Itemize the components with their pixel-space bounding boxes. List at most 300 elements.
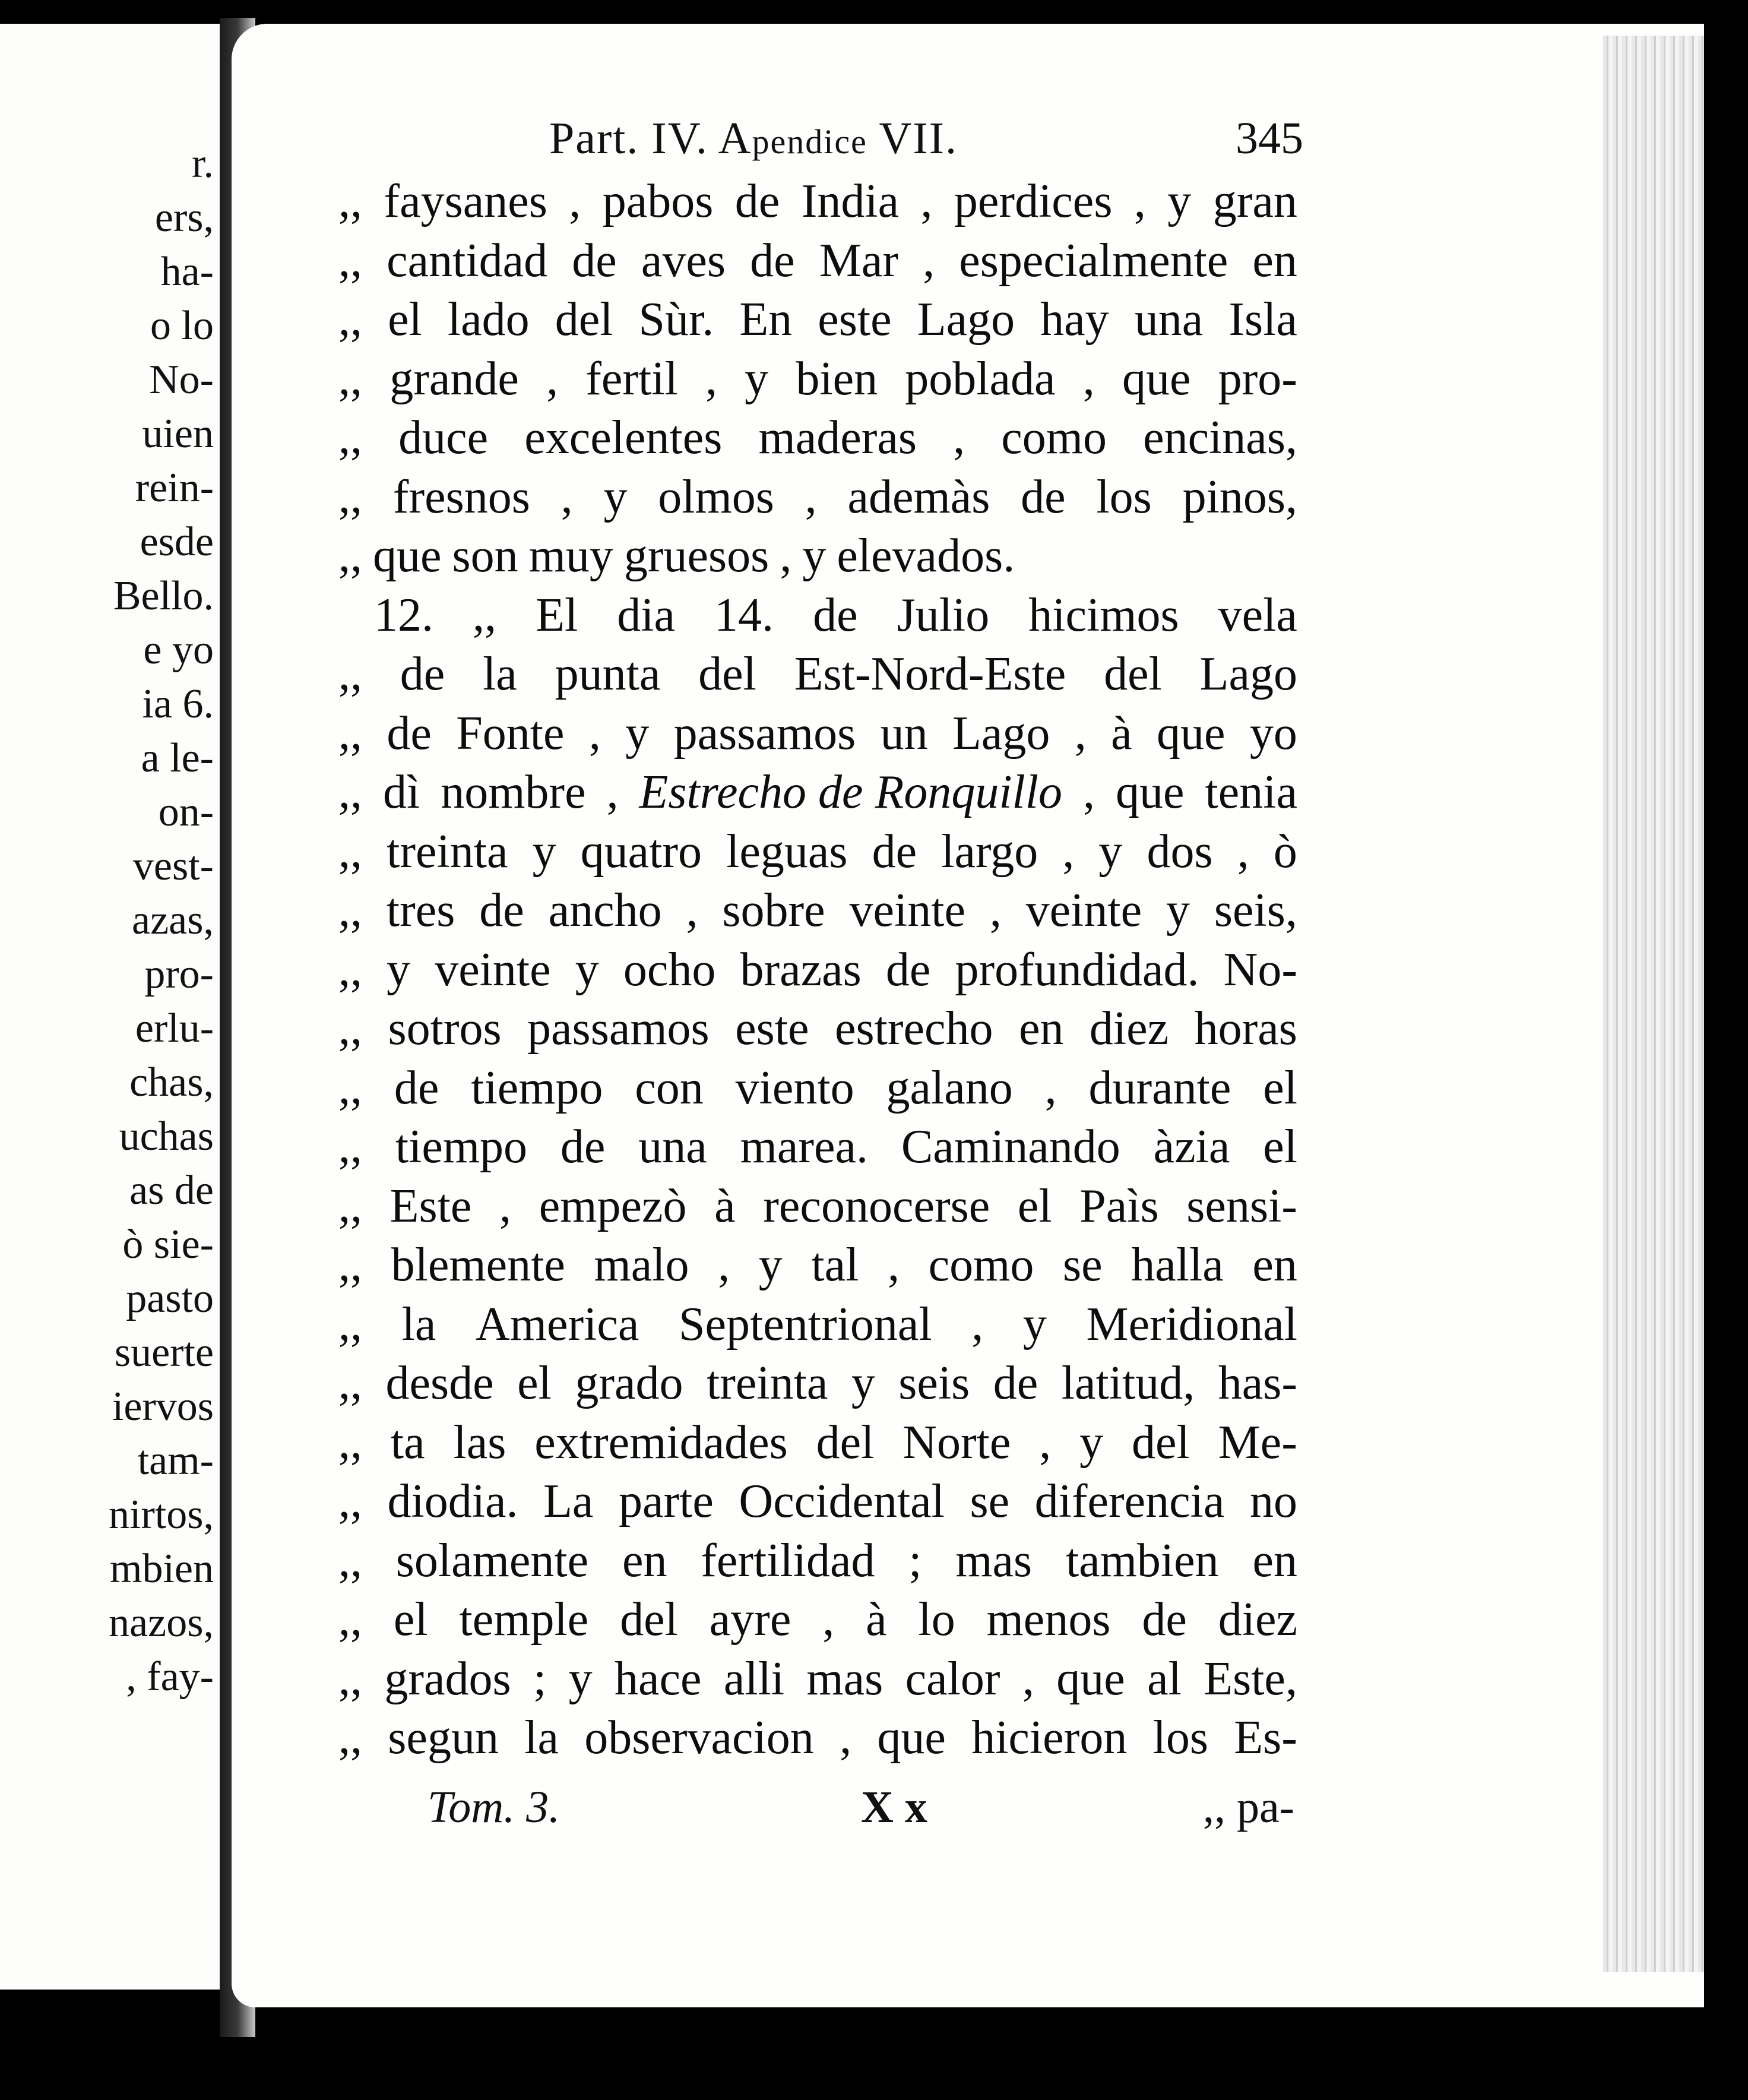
word: veinte [1025, 884, 1142, 937]
running-head-part: Part. IV. A [549, 113, 752, 163]
word: grados [384, 1652, 511, 1705]
facing-page-line: vest- [132, 843, 214, 889]
word: en [1252, 1239, 1297, 1291]
word: tal [811, 1239, 859, 1291]
word: fertil [585, 352, 678, 405]
word: gran [1212, 175, 1297, 227]
word: de [1021, 470, 1066, 523]
word: Lago [952, 707, 1050, 760]
word: horas [1194, 1002, 1297, 1055]
word: treinta [706, 1357, 828, 1409]
text-line [338, 645, 1297, 704]
word: de [872, 825, 917, 878]
word: y [1166, 884, 1190, 937]
text-line [338, 1295, 1297, 1355]
word: ò [1273, 825, 1297, 878]
word: punta [555, 648, 661, 700]
word: lo [918, 1593, 955, 1646]
word: no [1249, 1475, 1297, 1527]
facing-page-line: o lo [150, 303, 214, 349]
facing-page-left [0, 24, 223, 1990]
word: que [1115, 766, 1185, 818]
word: Isla [1228, 293, 1297, 346]
word: hace [614, 1652, 702, 1705]
word: , [840, 1712, 852, 1764]
facing-page-line: rein- [135, 465, 214, 511]
word: à [866, 1593, 887, 1646]
text-line [338, 1177, 1297, 1236]
word: , [588, 707, 601, 760]
text-line [338, 1590, 1297, 1650]
word: 12. [374, 589, 433, 641]
word: ; [533, 1652, 547, 1705]
word: En [739, 293, 793, 346]
word: de [387, 707, 432, 760]
word: reconocerse [763, 1179, 990, 1232]
word: 14. [714, 589, 774, 641]
word: ,, [338, 766, 362, 818]
word: ademàs [847, 470, 990, 523]
word: La [543, 1475, 594, 1527]
word: parte [618, 1475, 714, 1527]
word: del [620, 1593, 678, 1646]
facing-page-line: pasto [126, 1276, 214, 1321]
word: diodia. [387, 1475, 518, 1527]
word: este [735, 1002, 809, 1055]
word: mas [806, 1652, 884, 1705]
facing-page-line: suerte [114, 1330, 214, 1375]
word: nombre [441, 766, 586, 818]
word: Occidental [739, 1475, 945, 1527]
word: en [622, 1534, 667, 1587]
word: el [1017, 1179, 1052, 1232]
text-line [338, 1059, 1297, 1118]
word: , [1083, 766, 1095, 818]
word: empezò [539, 1179, 687, 1232]
text-line [338, 409, 1297, 468]
word: ,, [338, 1712, 362, 1764]
text-line [338, 468, 1297, 527]
word: del [555, 293, 613, 346]
word: fertilidad [701, 1534, 875, 1587]
word: como [928, 1239, 1034, 1291]
word: Mar [819, 234, 898, 287]
word: galano [886, 1061, 1013, 1114]
facing-page-line: r. [192, 141, 214, 186]
word: hicieron [971, 1712, 1128, 1764]
word: ,, [338, 884, 362, 937]
word: Sùr. [638, 293, 714, 346]
word: extremidades [534, 1416, 788, 1469]
word: duce [398, 412, 489, 464]
page-header [318, 113, 1303, 172]
word: que [373, 530, 442, 582]
word: de [394, 1061, 439, 1114]
word: diez [1218, 1593, 1297, 1646]
word: ,, [338, 175, 362, 227]
word: ,, [338, 825, 362, 878]
word: y [802, 530, 826, 582]
facing-page-line: a le- [141, 735, 214, 781]
facing-page-line: Bello. [113, 573, 214, 619]
word: la [401, 1298, 436, 1351]
word: lado [447, 293, 530, 346]
text-line [338, 1413, 1297, 1473]
word: pinos, [1182, 470, 1297, 523]
word: como [1001, 412, 1107, 464]
word: del [698, 648, 756, 700]
text-line [338, 1650, 1297, 1709]
word: se [1063, 1239, 1103, 1291]
word: una [638, 1121, 707, 1173]
word: , [971, 1298, 984, 1351]
body-text [338, 172, 1297, 1768]
facing-page-line: ha- [160, 249, 214, 295]
word: dì [382, 766, 420, 818]
word: segun [388, 1712, 499, 1764]
facing-page-line: nirtos, [109, 1492, 214, 1538]
word: ,, [338, 1652, 362, 1705]
word: ,, [338, 412, 362, 464]
word: grande [390, 352, 519, 405]
word: ,, [338, 1593, 362, 1646]
word: , [1039, 1416, 1052, 1469]
page-edges [1603, 36, 1704, 1972]
word: ,, [338, 943, 362, 996]
word: , [805, 470, 817, 523]
word: y [745, 352, 769, 405]
facing-page-line: ers, [154, 195, 214, 241]
facing-page-line: e yo [143, 627, 214, 673]
text-line [338, 350, 1297, 409]
word: de [400, 648, 445, 700]
word: ancho [548, 884, 662, 937]
facing-page-line: pro- [144, 951, 214, 997]
word: de [750, 234, 795, 287]
word: ,, [338, 530, 362, 582]
word: el [517, 1357, 552, 1409]
word: de [479, 884, 524, 937]
facing-page-line: esde [140, 519, 214, 565]
word: Paìs [1079, 1179, 1159, 1232]
text-line [338, 1118, 1297, 1177]
word: , [569, 175, 581, 227]
word: veinte [849, 884, 965, 937]
word: pabos [602, 175, 714, 227]
word: el [1263, 1121, 1297, 1173]
running-head [549, 113, 958, 165]
word: y [1098, 825, 1123, 878]
word: à [1111, 707, 1132, 760]
signature-mark: Tom. 3. [428, 1782, 560, 1832]
word: y [568, 1652, 593, 1705]
word: Fonte [456, 707, 565, 760]
word: mas [955, 1534, 1033, 1587]
word: hay [1040, 293, 1109, 346]
text-line [338, 1236, 1297, 1295]
text-line [338, 290, 1297, 350]
word: seis [898, 1357, 970, 1409]
page-number: 345 [1236, 113, 1303, 163]
text-line [338, 704, 1297, 764]
word: faysanes [384, 175, 547, 227]
word: de [1142, 1593, 1187, 1646]
word: fresnos [392, 470, 530, 523]
word: el [388, 293, 422, 346]
word: Es- [1234, 1712, 1297, 1764]
word: muy [528, 530, 613, 582]
word: los [1096, 470, 1152, 523]
word: , [560, 470, 573, 523]
facing-page-line: chas, [129, 1060, 214, 1105]
word: has- [1218, 1357, 1297, 1409]
word: ,, [338, 1179, 362, 1232]
word: alli [723, 1652, 785, 1705]
word: ,, [338, 1061, 362, 1114]
word: son [452, 530, 518, 582]
word: un [880, 707, 928, 760]
page-footer [428, 1782, 1294, 1841]
word: gruesos [623, 530, 770, 582]
word: el [1263, 1061, 1297, 1114]
facing-page-line-ends [109, 137, 214, 1704]
word: de [993, 1357, 1038, 1409]
word: veinte [435, 943, 551, 996]
word: Caminando [901, 1121, 1120, 1173]
word: ,, [338, 1357, 362, 1409]
word: de [560, 1121, 606, 1173]
word: , [780, 530, 792, 582]
word: tambien [1065, 1534, 1219, 1587]
word: grado [575, 1357, 683, 1409]
word: del [816, 1416, 875, 1469]
word: y [1022, 1298, 1047, 1351]
word: ,, [338, 1475, 362, 1527]
facing-page-line: iervos [112, 1384, 214, 1429]
word: , [1237, 825, 1249, 878]
word: yo [1249, 707, 1297, 760]
word: dia [617, 589, 675, 641]
word: , [989, 884, 1002, 937]
word: ,, [338, 352, 362, 405]
word: tiempo [471, 1061, 603, 1114]
text-line [338, 586, 1297, 646]
text-line [338, 1472, 1297, 1532]
word: y [851, 1357, 875, 1409]
catchword: ,, pa- [1202, 1782, 1294, 1832]
word: malo [594, 1239, 689, 1291]
word: India [801, 175, 900, 227]
facing-page-line: No- [149, 357, 214, 403]
word: largo [941, 825, 1038, 878]
facing-page-line: azas, [132, 897, 214, 943]
text-line [338, 941, 1297, 1000]
word: , [705, 352, 717, 405]
word: No- [1223, 943, 1297, 996]
word: ,, [338, 1121, 362, 1173]
word: Lago [917, 293, 1015, 346]
word: ,, [473, 589, 497, 641]
word: viento [735, 1061, 854, 1114]
word: El [536, 589, 578, 641]
word: passamos [527, 1002, 710, 1055]
word: tenia [1205, 766, 1297, 818]
facing-page-line: , fay- [126, 1654, 214, 1700]
word: y [532, 825, 556, 878]
word: tiempo [395, 1121, 528, 1173]
text-line [338, 1709, 1297, 1768]
word: olmos [658, 470, 774, 523]
word: las [453, 1416, 506, 1469]
word: temple [459, 1593, 589, 1646]
word: menos [986, 1593, 1111, 1646]
text-line [338, 172, 1297, 232]
word: sensi- [1186, 1179, 1297, 1232]
word: àzia [1153, 1121, 1230, 1173]
word: Lago [1199, 648, 1297, 700]
word: con [635, 1061, 704, 1114]
word: diferencia [1034, 1475, 1225, 1527]
word: en [1252, 234, 1297, 287]
word: elevados. [837, 530, 1015, 582]
word: observacion [584, 1712, 814, 1764]
word: cantidad [387, 234, 548, 287]
italic-name: Estrecho de Ronquillo [639, 766, 1063, 818]
word: , [923, 234, 935, 287]
facing-page-line: on- [158, 789, 214, 835]
word: excelentes [524, 412, 723, 464]
facing-page-line: tam- [137, 1438, 214, 1484]
word: calor [905, 1652, 1000, 1705]
word: del [1104, 648, 1162, 700]
word: pro- [1218, 352, 1297, 405]
word: seis, [1214, 884, 1297, 937]
word: perdices [954, 175, 1113, 227]
word: que [1157, 707, 1226, 760]
word: Este, [1204, 1652, 1297, 1705]
word: el [393, 1593, 428, 1646]
word: , [606, 766, 619, 818]
word: durante [1088, 1061, 1231, 1114]
word: y [603, 470, 628, 523]
word: en [1252, 1534, 1297, 1587]
word: estrecho [834, 1002, 993, 1055]
word: brazas [740, 943, 862, 996]
word: latitud, [1061, 1357, 1195, 1409]
word: al [1147, 1652, 1182, 1705]
word: ta [390, 1416, 425, 1469]
word: en [1018, 1002, 1064, 1055]
word: ; [908, 1534, 922, 1587]
word: , [822, 1593, 835, 1646]
word: , [1022, 1652, 1034, 1705]
word: ocho [623, 943, 716, 996]
word: ayre [709, 1593, 791, 1646]
word: passamos [673, 707, 856, 760]
word: ,, [338, 293, 362, 346]
word: y [575, 943, 599, 996]
word: , [1074, 707, 1087, 760]
word: y [387, 943, 411, 996]
word: bien [796, 352, 878, 405]
facing-page-line: ia 6. [142, 681, 214, 727]
word: del [1131, 1416, 1190, 1469]
facing-page-line: uchas [119, 1114, 214, 1159]
word: poblada [905, 352, 1056, 405]
word: y [1079, 1416, 1104, 1469]
word: ,, [338, 1534, 362, 1587]
facing-page-line: ò sie- [122, 1222, 214, 1267]
word: y [758, 1239, 783, 1291]
word: de [813, 589, 858, 641]
word: Septentrional [679, 1298, 932, 1351]
word: ,, [338, 1002, 362, 1055]
text-line [338, 1532, 1297, 1591]
word: treinta [387, 825, 508, 878]
word: marea. [740, 1121, 869, 1173]
word: , [1082, 352, 1095, 405]
word: , [1133, 175, 1146, 227]
word: ,, [338, 1239, 362, 1291]
facing-page-line: erlu- [135, 1005, 214, 1051]
word: de [885, 943, 931, 996]
facing-page-line: nazos, [109, 1600, 214, 1646]
word: sotros [388, 1002, 502, 1055]
sheet-mark: X x [861, 1782, 927, 1832]
word: encinas, [1143, 412, 1297, 464]
word: de [572, 234, 617, 287]
word: desde [385, 1357, 494, 1409]
facing-page-line: as de [129, 1168, 214, 1213]
word: de [734, 175, 780, 227]
word: à [714, 1179, 736, 1232]
word: que [1056, 1652, 1125, 1705]
word: la [524, 1712, 559, 1764]
word: los [1152, 1712, 1208, 1764]
word: , [1044, 1061, 1057, 1114]
word: una [1134, 293, 1204, 346]
word: dos [1147, 825, 1213, 878]
word: Est-Nord-Este [794, 648, 1066, 700]
word: , [920, 175, 933, 227]
word: la [483, 648, 517, 700]
word: , [546, 352, 559, 405]
word: diez [1089, 1002, 1169, 1055]
word: Julio [897, 589, 990, 641]
facing-page-line: mbien [110, 1546, 214, 1592]
word: sobre [722, 884, 825, 937]
word: Norte [902, 1416, 1011, 1469]
word: , [1062, 825, 1075, 878]
word: se [970, 1475, 1010, 1527]
word: y [1167, 175, 1192, 227]
word: , [718, 1239, 730, 1291]
word: aves [641, 234, 726, 287]
word: America [476, 1298, 639, 1351]
word: hicimos [1028, 589, 1179, 641]
word: este [818, 293, 892, 346]
word: , [953, 412, 965, 464]
word: especialmente [959, 234, 1228, 287]
word: solamente [395, 1534, 589, 1587]
text-line [338, 527, 1297, 586]
word: ,, [338, 1416, 362, 1469]
word: ,, [338, 648, 362, 700]
word: que [877, 1712, 946, 1764]
word: blemente [391, 1239, 565, 1291]
word: , [499, 1179, 512, 1232]
text-line [338, 232, 1297, 291]
